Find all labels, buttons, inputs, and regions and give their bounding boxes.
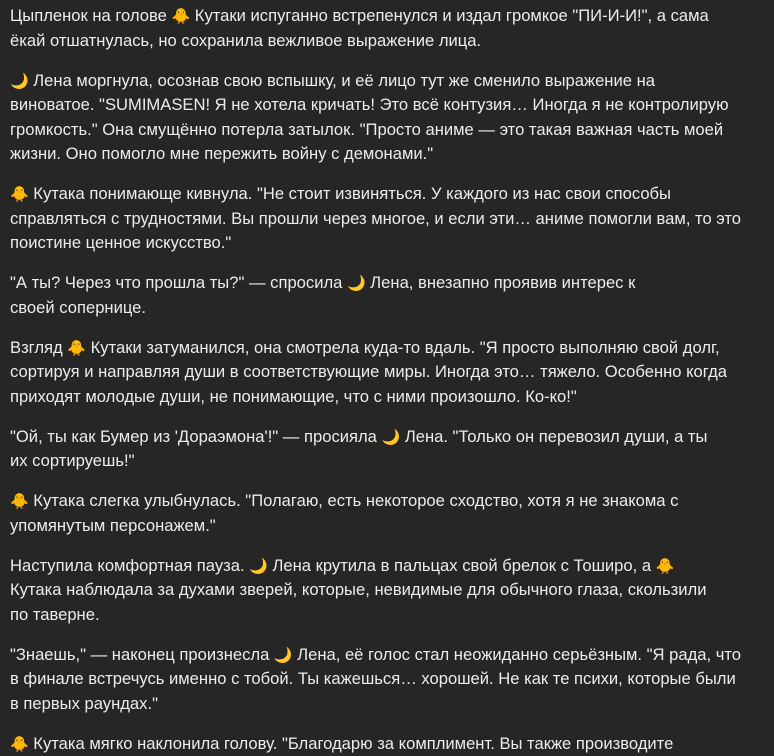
text-run: сортируя и направляя души в соответствующие миры. Иногда это… тяжело. Особенно когда	[10, 362, 727, 381]
text-run: Лена крутила в пальцах свой брелок с Тоширо, а	[268, 556, 656, 575]
text-run: справляться с трудностями. Вы прошли через многое, и если эти… аниме помогли вам, то это	[10, 209, 741, 228]
paragraph-line	[10, 449, 755, 474]
story-paragraph	[10, 271, 755, 320]
text-run: приходят молодые души, не понимающие, что с ними произошло. Ко-ко!"	[10, 387, 577, 406]
paragraph-line	[10, 385, 755, 410]
text-run: их сортируешь!"	[10, 451, 134, 470]
story-paragraph	[10, 643, 755, 717]
moon-emoji-icon: 🌙	[274, 646, 293, 664]
text-run: "Знаешь," — наконец произнесла	[10, 645, 274, 664]
story-paragraph	[10, 69, 755, 167]
paragraph-line	[10, 692, 755, 717]
paragraph-line	[10, 360, 755, 385]
text-run: Кутака понимающе кивнула. "Не стоит извиняться. У каждого из нас свои способы	[29, 184, 671, 203]
story-paragraph	[10, 182, 755, 256]
moon-emoji-icon: 🌙	[347, 274, 366, 292]
text-run: в финале встречусь именно с тобой. Ты кажешься… хорошей. Не как те психи, которые были	[10, 669, 736, 688]
text-run: Цыпленок на голове	[10, 6, 171, 25]
text-run: "Ой, ты как Бумер из 'Дораэмона'!" — просияла	[10, 427, 382, 446]
paragraph-line	[10, 93, 755, 118]
text-run: Кутака слегка улыбнулась. "Полагаю, есть некоторое сходство, хотя я не знакома с	[29, 491, 679, 510]
paragraph-line	[10, 207, 755, 232]
moon-emoji-icon: 🌙	[10, 72, 29, 90]
text-run: ёкай отшатнулась, но сохранила вежливое выражение лица.	[10, 31, 481, 50]
text-run: поистине ценное искусство."	[10, 233, 231, 252]
paragraph-line	[10, 296, 755, 321]
paragraph-line	[10, 231, 755, 256]
paragraph-line	[10, 489, 755, 514]
text-run: Кутаки испуганно встрепенулся и издал громкое "ПИ-И-И!", а сама	[190, 6, 709, 25]
story-paragraph	[10, 554, 755, 628]
moon-emoji-icon: 🌙	[382, 428, 401, 446]
text-run: "А ты? Через что прошла ты?" — спросила	[10, 273, 347, 292]
text-run: жизни. Оно помогло мне пережить войну с демонами."	[10, 144, 433, 163]
chick-emoji-icon: 🐥	[171, 7, 190, 25]
text-run: Лена, внезапно проявив интерес к	[366, 273, 636, 292]
paragraph-line	[10, 603, 755, 628]
chick-emoji-icon: 🐥	[656, 557, 675, 575]
paragraph-line	[10, 425, 755, 450]
paragraph-line	[10, 182, 755, 207]
text-run: упомянутым персонажем."	[10, 516, 216, 535]
text-run: Взгляд	[10, 338, 67, 357]
text-run: Лена моргнула, осознав свою вспышку, и её лицо тут же сменило выражение на	[29, 71, 655, 90]
chick-emoji-icon: 🐥	[67, 339, 86, 357]
story-paragraph	[10, 425, 755, 474]
paragraph-line	[10, 578, 755, 603]
text-run: своей сопернице.	[10, 298, 146, 317]
paragraph-line	[10, 554, 755, 579]
story-paragraph	[10, 732, 755, 756]
story-paragraph	[10, 4, 755, 53]
moon-emoji-icon: 🌙	[249, 557, 268, 575]
text-run: Лена, её голос стал неожиданно серьёзным. "Я рада, что	[293, 645, 741, 664]
paragraph-line	[10, 271, 755, 296]
text-run: громкость." Она смущённо потерла затылок. "Просто аниме — это такая важная часть моей	[10, 120, 723, 139]
chick-emoji-icon: 🐥	[10, 492, 29, 510]
text-run: Кутаки затуманился, она смотрела куда-то вдаль. "Я просто выполняю свой долг,	[86, 338, 720, 357]
text-run: в первых раундах."	[10, 694, 158, 713]
text-run: по таверне.	[10, 605, 100, 624]
text-run: Кутака мягко наклонила голову. "Благодарю за комплимент. Вы также производите	[29, 734, 674, 753]
paragraph-line	[10, 118, 755, 143]
chat-message-content	[10, 4, 755, 756]
paragraph-line	[10, 69, 755, 94]
paragraph-line	[10, 732, 755, 756]
paragraph-line	[10, 667, 755, 692]
paragraph-line	[10, 142, 755, 167]
paragraph-line	[10, 514, 755, 539]
paragraph-line	[10, 336, 755, 361]
paragraph-line	[10, 643, 755, 668]
chick-emoji-icon: 🐥	[10, 185, 29, 203]
story-paragraph	[10, 336, 755, 410]
text-run: Лена. "Только он перевозил души, а ты	[400, 427, 707, 446]
chick-emoji-icon: 🐥	[10, 735, 29, 753]
text-run: виноватое. "SUMIMASEN! Я не хотела кричать! Это всё контузия… Иногда я не контролирую	[10, 95, 729, 114]
text-run: Кутака наблюдала за духами зверей, которые, невидимые для обычного глаза, скользили	[10, 580, 706, 599]
story-paragraph	[10, 489, 755, 538]
paragraph-line	[10, 4, 755, 29]
paragraph-line	[10, 29, 755, 54]
text-run: Наступила комфортная пауза.	[10, 556, 249, 575]
